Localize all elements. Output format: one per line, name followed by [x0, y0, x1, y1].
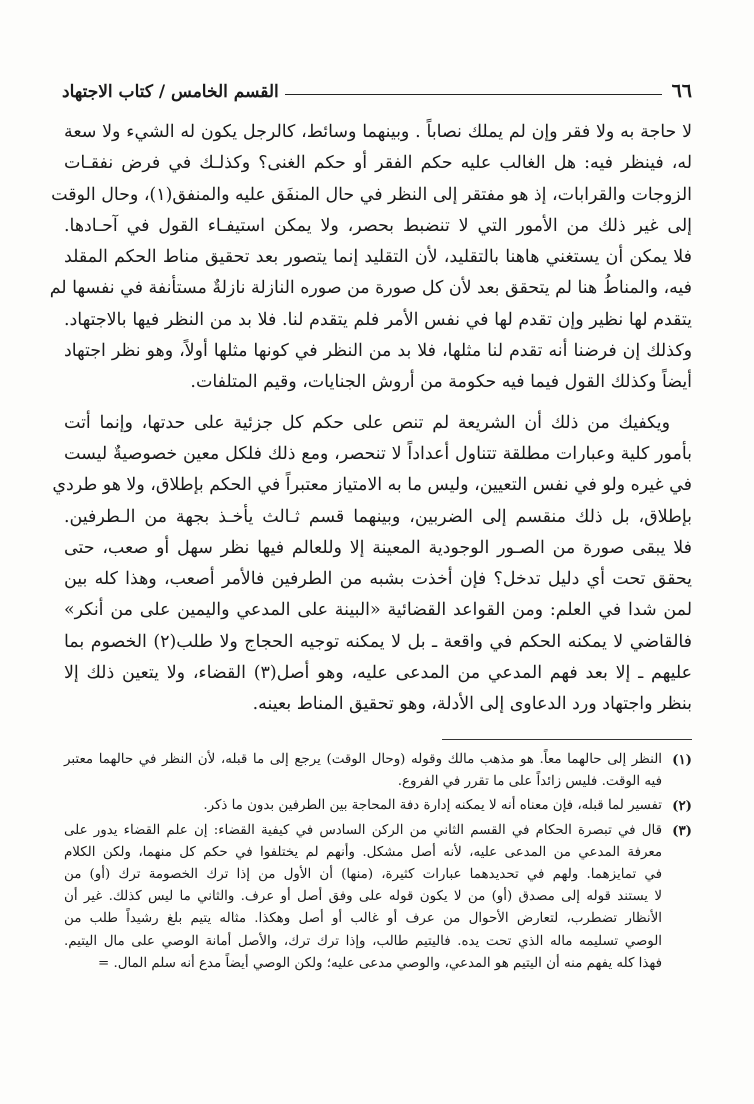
footnote-line: الوصي تسليمه ماله الذي تحت يده. فاليتيم طالب، وإذا ترك ترك، والأصل أمانة الوصي على مال اليتيم.	[64, 933, 662, 949]
footnote-text	[64, 795, 662, 817]
main-text	[49, 117, 692, 721]
footnote-line: قال في تبصرة الحكام في القسم الثاني من الركن السادس في كيفية القضاء: إن علم القضاء يدور على	[64, 822, 662, 838]
text-line: يحقق تحت أي دليل تدخل؟ فإن أخذت بشبه من الطرفين فالأمر أصعب، وهذا كله بين	[64, 569, 692, 590]
text-line: في غيره ولو في نفس التعيين، وليس ما به الامتياز معتبراً في الحكم بإطلاق، ولا هو طردي	[52, 475, 692, 496]
text-line: لا حاجة به ولا فقر وإن لم يملك نصاباً . وبينهما وسائط، كالرجل يكون له الشيء ولا سعة	[64, 122, 692, 142]
footnote-line: لا يستند قوله إلى مصدق (أو) من لا يكون قوله على وفق أصل أو عرف. والثاني ما ليس كذلك. غير أن	[64, 889, 662, 905]
paragraph	[51, 117, 692, 242]
text-line: عليهم ـ إلا بعد فهم المدعي من المدعى عليه، وهو أصل(٣) القضاء، ولا يتعين ذلك إلا	[64, 663, 692, 684]
footnote-text	[64, 820, 662, 975]
footnote-line: تفسير لما قبله، فإن معناه أنه لا يمكنه إدارة دفة المحاجة بين الطرفين بدون ما ذكر.	[203, 798, 662, 814]
text-line: أيضاً وكذلك القول فيما فيه حكومة من أروش الجنايات، وقيم المتلفات.	[190, 372, 692, 393]
footnote-line: فيه الوقت. فليس زائداً على ما تقرر في الفروع.	[397, 774, 662, 790]
text-line: يتقدم لها نظير وإن تقدم لها في نفس الأمر فلم يتقدم لنا. فلا بد من النظر فيها بالاجتهاد.	[64, 309, 692, 330]
text-line: فلا يبقى صورة من الصـور الوجودية المعينة إلا وللعالم فيها نظر سهل أو صعب، حتى	[64, 537, 692, 558]
running-title: القسم الخامس / كتاب الاجتهاد	[62, 82, 279, 102]
page-header	[62, 72, 692, 102]
footnotes	[64, 749, 692, 977]
footnote-line: معرفة المدعي من المدعى عليه، لأنه أصل مشكل. وأنهم لم يختلفوا في حكم كل منهما، ولكن الكلام	[64, 844, 662, 860]
text-line: وكذلك إن فرضنا أنه تقدم لنا مثلها، فلا بد من النظر في كونها مثلها أولاً، وهو نظر اجتهاد	[64, 341, 692, 362]
text-line: بأمور كلية وعبارات مطلقة تتناول أعداداً لا تنحصر، ومع ذلك فلكل معين خصوصيةٌ ليست	[64, 443, 692, 464]
footnote-number: (١)	[672, 752, 692, 768]
footnote-line: في تمايزهما. ولهم في تحديدهما عبارات كثيرة، (منها) أن الأول من إذا ترك الخصومة ترك (أو) من	[64, 867, 662, 883]
footnote-line: الأنظار تضطرب، لتعارض الأحوال من عرف أو غالب أو أصل وهكذا. مثاله يتيم بلغ رشيداً طلب من	[64, 911, 662, 927]
footnote-number: (٣)	[672, 822, 692, 839]
footnote	[64, 820, 692, 975]
text-line: فيه، والمناطُ هنا لم يتحقق بعد لأن كل صورة من صوره النازلة نازلةٌ مستأنفة في نفسها لم	[49, 278, 692, 299]
text-line: بإطلاق، بل ذلك منقسم إلى الضربين، وبينهما قسم ثـالث يأخـذ بجهة من الـطرفين.	[64, 506, 692, 527]
text-line: الزوجات والقرابات، إذ هو مفتقر إلى النظر في حال المنفَق عليه والمنفق(١)، وحال الوقت	[51, 184, 692, 205]
header-rule	[285, 94, 662, 95]
text-line: لمن شدا في العلم: ومن القواعد القضائية «البينة على المدعي واليمين على من أنكر»	[64, 600, 692, 621]
text-line: له، فينظر فيه: هل الغالب عليه حكم الفقر أو حكم الغنى؟ وكذلـك في فرض نفقـات	[64, 153, 692, 174]
text-line: بنظر واجتهاد ورد الدعاوى إلى الأدلة، وهو تحقيق المناط بعينه.	[252, 694, 692, 715]
footnote-text	[64, 749, 662, 793]
footnote-number: (٢)	[672, 798, 692, 815]
text-line: ويكفيك من ذلك أن الشريعة لم تنص على حكم كل جزئية على حدتها، وإنما أتت	[64, 412, 670, 433]
text-line: فالقاضي لا يمكنه الحكم في واقعة ـ بل لا يمكنه توجيه الحجاج ولا طلب(٢) الخصوم بما	[64, 631, 692, 652]
paragraph	[52, 408, 692, 721]
text-line: إلى غير ذلك من الأمور التي لا تنضبط بحصر، ولا يمكن استيفـاء القول في آحـادها.	[64, 215, 692, 236]
footnote-separator	[442, 739, 692, 740]
footnote	[64, 749, 692, 793]
footnote	[64, 795, 692, 817]
footnote-line: فهذا كله يفهم منه أن اليتيم هو المدعي، والوصي مدعى عليه؛ ولكن الوصي أيضاً مدع أنه سلم المال. =	[97, 955, 662, 971]
paragraph	[49, 242, 692, 398]
footnote-line: النظر إلى حالهما معاً. هو مذهب مالك وقوله (وحال الوقت) يرجع إلى ما قبله، لأن النظر في حالهما معتبر	[64, 752, 662, 767]
text-line: فلا يمكن أن يستغني هاهنا بالتقليد، لأن التقليد إنما يتصور بعد تحقيق مناط الحكم المقلد	[64, 247, 692, 268]
page-number: ٦٦	[671, 80, 692, 102]
